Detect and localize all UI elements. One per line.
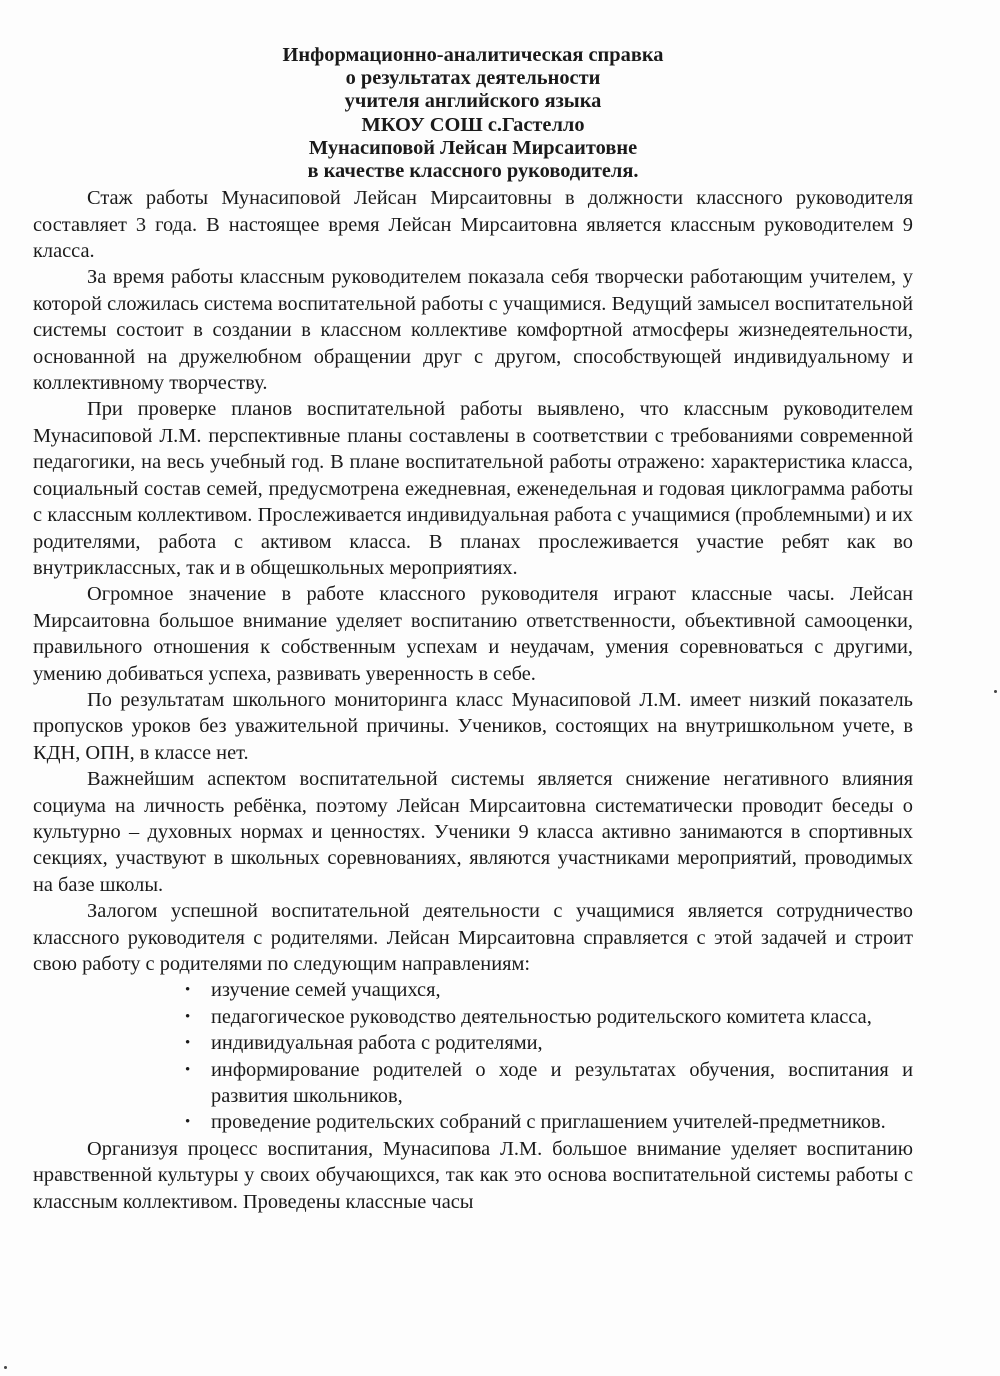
- list-item: [183, 977, 913, 1003]
- bullet-icon: •: [185, 1008, 191, 1025]
- bullet-icon: •: [185, 1035, 191, 1052]
- list-item-text: педагогическое руководство деятельностью родительского комитета класса,: [211, 1005, 872, 1028]
- document-body: [33, 44, 913, 1215]
- title-line: МКОУ СОШ с.Гастелло: [361, 113, 585, 136]
- scan-speck: [994, 690, 997, 693]
- title-line: о результатах деятельности: [345, 67, 601, 90]
- bullet-icon: •: [185, 1061, 191, 1078]
- title-line: Информационно-аналитическая справка: [282, 44, 664, 66]
- bullet-icon: •: [185, 1114, 191, 1131]
- list-item-text: изучение семей учащихся,: [211, 979, 441, 1002]
- list-item-text: индивидуальная работа с родителями,: [211, 1032, 543, 1055]
- paragraph-parents: Залогом успешной воспитательной деятельности с учащимися является сотрудничество классного руководителя с родителями. Лейсан Мирсаитовна справляется с этой задачей и строит свою работу с родителями по следующим направлениям:: [33, 900, 913, 975]
- paragraph-monitoring: По результатам школьного мониторинга класс Мунасиповой Л.М. имеет низкий показатель пропусков уроков без уважительной причины. Учеников, состоящих на внутришкольном учете, в КДН, ОПН, в классе нет.: [33, 688, 913, 764]
- paragraph-system: За время работы классным руководителем показала себя творчески работающим учителем, у которой сложилась система воспитательной работы с учащимися. Ведущий замысел воспитательной системы состоит в создании в классном коллективе комфортной атмосферы жизнедеятельности, основанной на дружелюбном обращении друг с другом, способствующей индивидуальному и коллективному творчеству.: [33, 266, 913, 395]
- title-line: в качестве классного руководителя.: [307, 160, 639, 183]
- paragraph-closing: Организуя процесс воспитания, Мунасипова Л.М. большое внимание уделяет воспитанию нравственной культуры у своих обучающихся, так как это основа воспитательной системы работы с классным коллективом. Проведены классные часы: [33, 1137, 913, 1213]
- bullet-icon: •: [185, 982, 191, 999]
- list-item: [183, 1004, 913, 1030]
- title-line: учителя английского языка: [344, 90, 602, 113]
- directions-list: [33, 977, 913, 1135]
- list-item: [183, 1030, 913, 1056]
- scan-speck: [4, 1366, 7, 1369]
- list-item: [183, 1057, 913, 1110]
- paragraph-class-hours: Огромное значение в работе классного руководителя играют классные часы. Лейсан Мирсаитовна большое внимание уделяет воспитанию ответственности, объективной самооценки, правильного отношения к собственным успехам и неудачам, умения соревноваться с другими, умению добиваться успеха, развивать уверенность в себе.: [33, 583, 913, 685]
- document-title: [33, 44, 913, 183]
- title-line: Мунасиповой Лейсан Мирсаитовне: [308, 136, 638, 159]
- paragraph-society: Важнейшим аспектом воспитательной системы является снижение негативного влияния социума на личность ребёнка, поэтому Лейсан Мирсаитовна систематически проводит беседы о культурно – духовных нормах и ценностях. Ученики 9 класса активно занимаются в спортивных секциях, участвуют в школьных соревнованиях, являются участниками мероприятий, проводимых на базе школы.: [33, 768, 913, 896]
- paragraph-experience: Стаж работы Мунасиповой Лейсан Мирсаитовны в должности классного руководителя составляет 3 года. В настоящее время Лейсан Мирсаитовна является классным руководителем 9 класса.: [33, 187, 913, 263]
- list-item-text: информирование родителей о ходе и результатах обучения, воспитания и развития школьников,: [211, 1058, 913, 1108]
- list-item-text: проведение родительских собраний с приглашением учителей-предметников.: [211, 1111, 886, 1134]
- paragraph-plans: При проверке планов воспитательной работы выявлено, что классным руководителем Мунасиповой Л.М. перспективные планы составлены в соответствии с требованиями современной педагогики, на весь учебный год. В плане воспитательной работы отражено: характеристика класса, социальный состав семей, предусмотрена ежедневная, еженедельная и годовая циклограмма работы с классным коллективом. Прослеживается индивидуальная работа с учащимися (проблемными) и их родителями, работа с активом класса. В планах прослеживается участие ребят как во внутриклассных, так и в общешкольных мероприятиях.: [33, 398, 913, 579]
- list-item: [183, 1109, 913, 1135]
